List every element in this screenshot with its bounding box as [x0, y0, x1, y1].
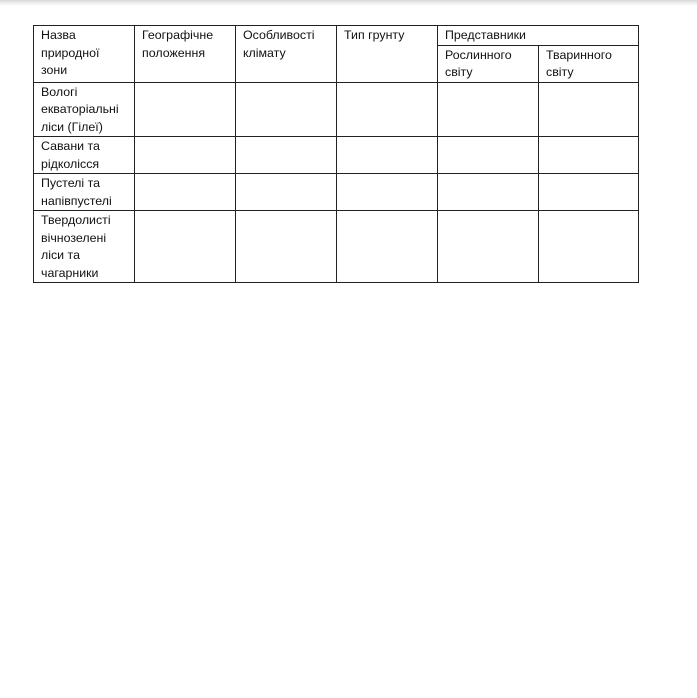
header-climate-features-label: Особливості клімату: [243, 28, 315, 60]
cell-position[interactable]: [135, 82, 236, 137]
cell-position[interactable]: [135, 137, 236, 174]
table-row: [34, 82, 639, 137]
cell-zone: [34, 211, 135, 283]
header-zone-name-label: Назва природної зони: [41, 28, 100, 77]
header-fauna: [539, 45, 639, 82]
cell-fauna[interactable]: [539, 82, 639, 137]
cell-soil[interactable]: [337, 174, 438, 211]
cell-zone: [34, 82, 135, 137]
cell-fauna[interactable]: [539, 137, 639, 174]
cell-zone: [34, 174, 135, 211]
cell-climate[interactable]: [236, 137, 337, 174]
cell-fauna[interactable]: [539, 174, 639, 211]
cell-climate[interactable]: [236, 211, 337, 283]
cell-flora[interactable]: [438, 137, 539, 174]
zone-name: Твердолисті вічнозелені ліси та чагарники: [41, 213, 111, 280]
cell-flora[interactable]: [438, 174, 539, 211]
zone-name: Пустелі та напівпустелі: [41, 176, 112, 208]
cell-fauna[interactable]: [539, 211, 639, 283]
table-row: [34, 174, 639, 211]
header-flora-label: Рослинного світу: [445, 47, 512, 79]
cell-flora[interactable]: [438, 211, 539, 283]
table-header-row: [34, 26, 639, 46]
header-fauna-label: Тваринного світу: [546, 47, 612, 79]
cell-climate[interactable]: [236, 174, 337, 211]
header-flora: [438, 45, 539, 82]
cell-zone: [34, 137, 135, 174]
table-row: [34, 211, 639, 283]
header-soil-type-label: Тип грунту: [344, 28, 405, 42]
natural-zones-table: [33, 25, 639, 283]
cell-flora[interactable]: [438, 82, 539, 137]
table-row: [34, 137, 639, 174]
header-zone-name: [34, 26, 135, 83]
header-geographic-position: [135, 26, 236, 83]
header-soil-type: [337, 26, 438, 83]
header-climate-features: [236, 26, 337, 83]
zone-name: Савани та рідколісся: [41, 139, 100, 171]
header-representatives: [438, 26, 639, 46]
cell-climate[interactable]: [236, 82, 337, 137]
cell-soil[interactable]: [337, 211, 438, 283]
cell-position[interactable]: [135, 174, 236, 211]
cell-soil[interactable]: [337, 82, 438, 137]
cell-position[interactable]: [135, 211, 236, 283]
header-representatives-label: Представники: [445, 28, 526, 42]
cell-soil[interactable]: [337, 137, 438, 174]
header-geographic-position-label: Географічне положення: [142, 28, 214, 60]
page-top-shadow: [0, 0, 697, 6]
zone-name: Вологі екваторіальні ліси (Гілеї): [41, 84, 119, 134]
